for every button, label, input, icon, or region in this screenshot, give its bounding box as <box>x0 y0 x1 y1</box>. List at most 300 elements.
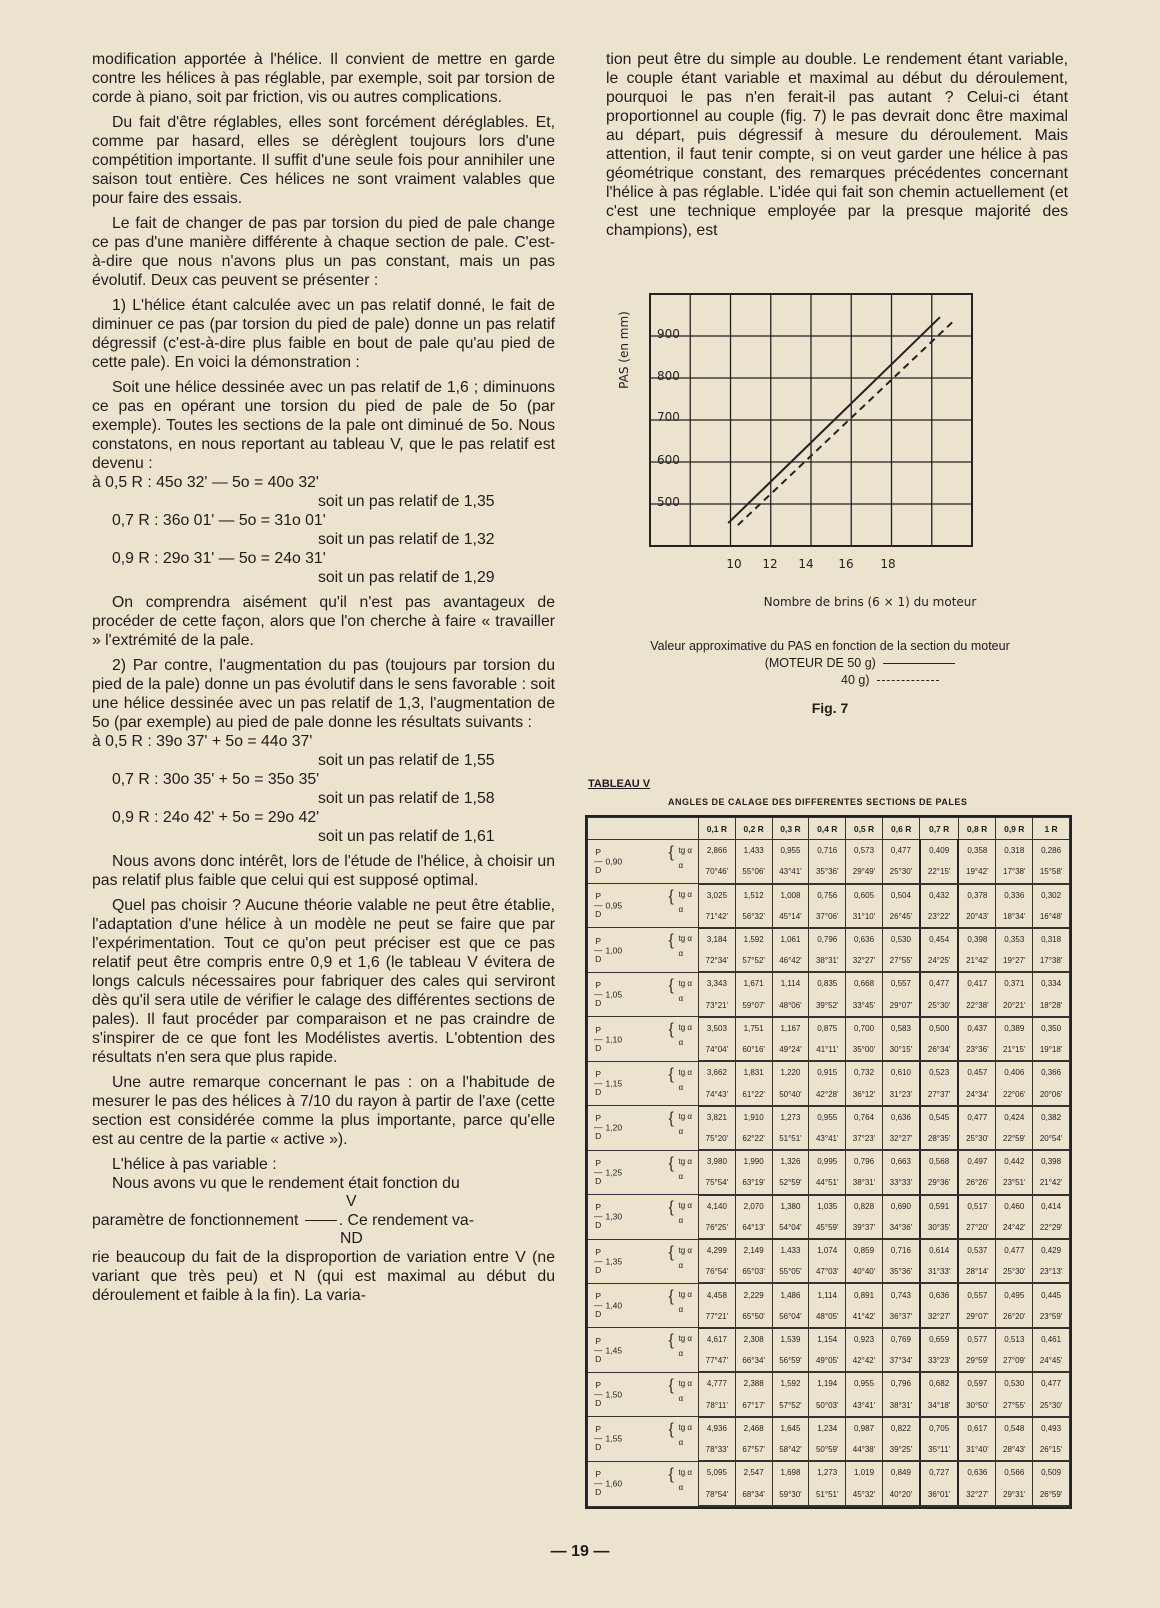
alpha-cell: 18°34' <box>996 906 1033 928</box>
tg-cell: 0,530 <box>882 928 920 950</box>
row-kinds: { tg α α <box>668 1287 692 1314</box>
alpha-cell: 19°27' <box>996 950 1033 972</box>
tg-cell: 0,398 <box>958 928 996 950</box>
tg-cell: 0,302 <box>1033 884 1070 906</box>
tg-cell: 1,910 <box>735 1106 772 1128</box>
alpha-cell: 29°59' <box>958 1350 996 1372</box>
tg-cell: 2,149 <box>735 1239 772 1261</box>
legend-item-solid <box>600 655 1060 672</box>
alpha-cell: 50°59' <box>809 1439 846 1461</box>
tg-cell: 3,025 <box>699 884 736 906</box>
y-tick-label: 600 <box>657 453 680 467</box>
tg-cell: 0,286 <box>1033 840 1070 862</box>
alpha-cell: 59°07' <box>735 995 772 1017</box>
alpha-cell: 27°20' <box>958 1217 996 1239</box>
alpha-cell: 17°38' <box>996 861 1033 883</box>
alpha-cell: 77°47' <box>699 1350 736 1372</box>
tg-cell: 0,461 <box>1033 1328 1070 1350</box>
caption-text: Valeur approximative du PAS en fonction de la section du moteur <box>650 639 1010 653</box>
alpha-cell: 44°51' <box>809 1172 846 1194</box>
equation-line: à 0,5 R : 45o 32' — 5o = 40o 32' <box>92 474 319 491</box>
tg-cell: 0,545 <box>920 1106 958 1128</box>
tg-cell: 0,636 <box>882 1106 920 1128</box>
table-row <box>588 1417 1070 1439</box>
paragraph: On comprendra aisément qu'il n'est pas avantageux de procéder de cette façon, alors que l'on cherche à faire « travailler » l'extrémité de la pale. <box>92 594 555 649</box>
tg-cell: 0,716 <box>882 1239 920 1261</box>
paragraph: rie beaucoup du fait de la disproportion de variation entre V (ne variant que très peu) et N (qui est maximal au début du déroulement et faible à la fin). La varia- <box>92 1249 555 1304</box>
tg-cell: 0,915 <box>809 1061 846 1083</box>
alpha-cell: 66°34' <box>735 1350 772 1372</box>
subheading: L'hélice à pas variable : <box>112 1156 277 1173</box>
tg-cell: 0,828 <box>846 1195 883 1217</box>
tg-cell: 0,437 <box>958 1017 996 1039</box>
alpha-cell: 23°22' <box>920 906 958 928</box>
equation-line: 0,7 R : 36o 01' — 5o = 31o 01' <box>112 512 326 529</box>
alpha-label: α <box>678 1438 684 1448</box>
alpha-cell: 65°50' <box>735 1306 772 1328</box>
pd-ratio-label: P — D1,00 { tg α α <box>588 928 699 972</box>
tg-cell: 0,891 <box>846 1283 883 1305</box>
tg-cell: 0,497 <box>958 1150 996 1172</box>
row-kinds: { tg α α <box>668 1199 692 1226</box>
row-kinds: { tg α α <box>668 976 692 1003</box>
pd-ratio-label: P — D1,05 { tg α α <box>588 972 699 1016</box>
alpha-cell: 33°45' <box>846 995 883 1017</box>
tg-cell: 0,406 <box>996 1061 1033 1083</box>
tg-cell: 0,336 <box>996 884 1033 906</box>
tg-cell: 0,716 <box>809 840 846 862</box>
pd-value: 1,35 <box>605 1256 623 1267</box>
dashed-line-swatch <box>877 680 939 681</box>
tg-cell: 0,460 <box>996 1195 1033 1217</box>
row-kinds: { tg α α <box>668 1065 692 1092</box>
alpha-cell: 56°32' <box>735 906 772 928</box>
alpha-cell: 31°10' <box>846 906 883 928</box>
legend-item-dashed <box>600 672 1060 689</box>
tg-cell: 0,414 <box>1033 1195 1070 1217</box>
row-kinds: { tg α α <box>668 1154 692 1181</box>
tg-label: tg α <box>678 1067 692 1077</box>
tg-cell: 0,477 <box>1033 1372 1070 1394</box>
alpha-cell: 28°14' <box>958 1261 996 1283</box>
alpha-cell: 32°27' <box>920 1306 958 1328</box>
equation-line: à 0,5 R : 39o 37' + 5o = 44o 37' <box>92 733 313 750</box>
tg-cell: 0,557 <box>958 1283 996 1305</box>
tg-cell: 0,583 <box>882 1017 920 1039</box>
paragraph: tion peut être du simple au double. Le rendement étant variable, le couple étant variable et maximal au début du déroulement, pourquoi le pas n'en ferait-il pas autant ? Celui-ci étant proportionnel au couple (fig. 7) le pas devrait donc être maximal au départ, puis dégressif à mesure du déroulement. Mais attention, il faut tenir compte, si on veut garder une hélice à pas géométrique constant, des remarques précédentes concernant l'hélice à pas réglable. L'idée qui fait son chemin actuellement (et c'est une technique employée par la presque majorité des champions), est <box>606 51 1068 239</box>
tg-cell: 5,095 <box>699 1461 736 1483</box>
tg-cell: 2,866 <box>699 840 736 862</box>
alpha-cell: 16°48' <box>1033 906 1070 928</box>
tg-cell: 0,822 <box>882 1417 920 1439</box>
alpha-label: α <box>678 1393 684 1403</box>
alpha-cell: 77°21' <box>699 1306 736 1328</box>
alpha-cell: 21°42' <box>958 950 996 972</box>
tg-cell: 0,493 <box>1033 1417 1070 1439</box>
row-kinds: { tg α α <box>668 1421 692 1448</box>
alpha-cell: 73°21' <box>699 995 736 1017</box>
alpha-cell: 67°57' <box>735 1439 772 1461</box>
tg-label: tg α <box>678 1334 692 1344</box>
alpha-label: α <box>678 1082 684 1092</box>
tg-cell: 0,477 <box>920 972 958 994</box>
alpha-cell: 47°03' <box>809 1261 846 1283</box>
equation-line: 0,9 R : 24o 42' + 5o = 29o 42' <box>112 809 320 826</box>
figure-label: Fig. 7 <box>811 700 849 716</box>
alpha-cell: 34°18' <box>920 1395 958 1417</box>
alpha-cell: 22°15' <box>920 861 958 883</box>
tg-cell: 3,503 <box>699 1017 736 1039</box>
tg-cell: 0,409 <box>920 840 958 862</box>
alpha-cell: 24°34' <box>958 1083 996 1105</box>
pd-value: 1,20 <box>605 1122 623 1133</box>
tg-cell: 0,495 <box>996 1283 1033 1305</box>
tg-cell: 0,955 <box>809 1106 846 1128</box>
tg-cell: 0,743 <box>882 1283 920 1305</box>
alpha-label: α <box>678 993 684 1003</box>
tg-label: tg α <box>678 978 692 988</box>
tg-cell: 0,382 <box>1033 1106 1070 1128</box>
row-kinds: { tg α α <box>668 1376 692 1403</box>
tg-label: tg α <box>678 1112 692 1122</box>
alpha-cell: 40°40' <box>846 1261 883 1283</box>
table-row <box>588 1283 1070 1305</box>
right-column <box>606 50 1068 240</box>
alpha-cell: 18°28' <box>1033 995 1070 1017</box>
alpha-cell: 20°54' <box>1033 1128 1070 1150</box>
alpha-cell: 76°25' <box>699 1217 736 1239</box>
alpha-cell: 60°16' <box>735 1039 772 1061</box>
tg-label: tg α <box>678 1423 692 1433</box>
y-tick-label: 700 <box>657 410 680 424</box>
alpha-cell: 42°42' <box>846 1350 883 1372</box>
pd-value: 1,55 <box>605 1433 623 1444</box>
tg-cell: 0,682 <box>920 1372 958 1394</box>
tg-cell: 0,849 <box>882 1461 920 1483</box>
alpha-cell: 21°15' <box>996 1039 1033 1061</box>
alpha-cell: 29°36' <box>920 1172 958 1194</box>
alpha-cell: 38°31' <box>846 1172 883 1194</box>
column-header: 0,8 R <box>958 818 996 840</box>
tg-cell: 1,751 <box>735 1017 772 1039</box>
alpha-label: α <box>678 861 684 871</box>
pd-value: 1,00 <box>605 945 623 956</box>
alpha-cell: 23°59' <box>1033 1306 1070 1328</box>
tg-label: tg α <box>678 1156 692 1166</box>
tg-cell: 0,318 <box>1033 928 1070 950</box>
column-header: 0,7 R <box>920 818 958 840</box>
equation-result: soit un pas relatif de 1,35 <box>318 493 495 510</box>
tg-cell: 0,389 <box>996 1017 1033 1039</box>
alpha-cell: 43°41' <box>809 1128 846 1150</box>
tg-label: tg α <box>678 1201 692 1211</box>
row-kinds: { tg α α <box>668 1332 692 1359</box>
y-tick-label: 500 <box>657 495 680 509</box>
tg-cell: 0,727 <box>920 1461 958 1483</box>
tg-cell: 1,035 <box>809 1195 846 1217</box>
column-header: 0,3 R <box>772 818 809 840</box>
alpha-cell: 30°35' <box>920 1217 958 1239</box>
alpha-cell: 41°42' <box>846 1306 883 1328</box>
tg-cell: 1,592 <box>772 1372 809 1394</box>
tg-cell: 1,019 <box>846 1461 883 1483</box>
tg-cell: 0,705 <box>920 1417 958 1439</box>
tg-cell: 1,234 <box>809 1417 846 1439</box>
alpha-cell: 37°23' <box>846 1128 883 1150</box>
alpha-cell: 72°34' <box>699 950 736 972</box>
tg-label: tg α <box>678 1378 692 1388</box>
alpha-cell: 26°15' <box>1033 1439 1070 1461</box>
tg-cell: 3,343 <box>699 972 736 994</box>
alpha-cell: 22°29' <box>1033 1217 1070 1239</box>
alpha-cell: 43°41' <box>846 1395 883 1417</box>
tg-cell: 0,457 <box>958 1061 996 1083</box>
fraction-numerator: V <box>346 1193 357 1210</box>
table-row <box>588 1106 1070 1128</box>
tg-cell: 2,308 <box>735 1328 772 1350</box>
alpha-cell: 71°42' <box>699 906 736 928</box>
tg-cell: 0,663 <box>882 1150 920 1172</box>
tg-cell: 0,513 <box>996 1328 1033 1350</box>
tg-cell: 0,769 <box>882 1328 920 1350</box>
table-row <box>588 1372 1070 1394</box>
alpha-cell: 35°36' <box>809 861 846 883</box>
alpha-label: α <box>678 1304 684 1314</box>
table-row <box>588 928 1070 950</box>
pd-ratio-label: P — D1,10 { tg α α <box>588 1017 699 1061</box>
equation-result: soit un pas relatif de 1,29 <box>318 569 495 586</box>
table-row <box>588 884 1070 906</box>
tg-cell: 2,229 <box>735 1283 772 1305</box>
tg-cell: 1,114 <box>772 972 809 994</box>
alpha-cell: 31°23' <box>882 1083 920 1105</box>
alpha-cell: 39°37' <box>846 1217 883 1239</box>
alpha-cell: 29°49' <box>846 861 883 883</box>
alpha-cell: 45°59' <box>809 1217 846 1239</box>
tg-cell: 0,350 <box>1033 1017 1070 1039</box>
alpha-cell: 29°07' <box>882 995 920 1017</box>
tg-cell: 1,167 <box>772 1017 809 1039</box>
pitch-chart <box>600 290 1020 620</box>
alpha-cell: 38°31' <box>809 950 846 972</box>
alpha-cell: 55°05' <box>772 1261 809 1283</box>
alpha-label: α <box>678 1216 684 1226</box>
alpha-cell: 44°38' <box>846 1439 883 1461</box>
x-tick-label: 12 <box>762 557 778 571</box>
pd-value: 0,95 <box>605 900 623 911</box>
alpha-cell: 48°06' <box>772 995 809 1017</box>
alpha-cell: 57°52' <box>735 950 772 972</box>
alpha-cell: 37°06' <box>809 906 846 928</box>
alpha-cell: 25°30' <box>958 1128 996 1150</box>
y-tick-label: 800 <box>657 369 680 383</box>
tg-cell: 1,380 <box>772 1195 809 1217</box>
alpha-label: α <box>678 1127 684 1137</box>
alpha-cell: 62°22' <box>735 1128 772 1150</box>
tg-cell: 1,074 <box>809 1239 846 1261</box>
row-kinds: { tg α α <box>668 1243 692 1270</box>
tg-cell: 1,698 <box>772 1461 809 1483</box>
alpha-cell: 61°22' <box>735 1083 772 1105</box>
alpha-cell: 56°04' <box>772 1306 809 1328</box>
tg-cell: 0,796 <box>846 1150 883 1172</box>
pd-ratio-label: P — D1,55 { tg α α <box>588 1417 699 1461</box>
x-tick-label: 18 <box>880 557 896 571</box>
alpha-cell: 36°37' <box>882 1306 920 1328</box>
table-title: TABLEAU V <box>588 778 651 790</box>
alpha-cell: 39°25' <box>882 1439 920 1461</box>
alpha-cell: 24°45' <box>1033 1350 1070 1372</box>
alpha-cell: 26°20' <box>996 1306 1033 1328</box>
table-row <box>588 972 1070 994</box>
pd-value: 0,90 <box>605 856 623 867</box>
alpha-cell: 42°28' <box>809 1083 846 1105</box>
column-header: 0,9 R <box>996 818 1033 840</box>
column-header: 0,4 R <box>809 818 846 840</box>
tg-label: tg α <box>678 1467 692 1477</box>
tg-cell: 1,486 <box>772 1283 809 1305</box>
x-tick-label: 14 <box>798 557 814 571</box>
pd-value: 1,30 <box>605 1211 623 1222</box>
pd-value: 1,45 <box>605 1345 623 1356</box>
alpha-cell: 68°34' <box>735 1483 772 1506</box>
tg-cell: 0,398 <box>1033 1150 1070 1172</box>
tg-cell: 1,592 <box>735 928 772 950</box>
tg-label: tg α <box>678 1245 692 1255</box>
tg-cell: 3,821 <box>699 1106 736 1128</box>
angle-table-grid <box>587 817 1070 1507</box>
tg-cell: 0,334 <box>1033 972 1070 994</box>
alpha-cell: 34°36' <box>882 1217 920 1239</box>
paragraph: 2) Par contre, l'augmentation du pas (toujours par torsion du pied de la pale) donne un pas évolutif dans le sens favorable : soit une hélice dessinée avec un pas relatif de 1,3, l'augmentation de 5o (par exemple) au pied de pale donne les résultats suivants : <box>92 657 555 731</box>
tg-cell: 0,756 <box>809 884 846 906</box>
tg-cell: 0,504 <box>882 884 920 906</box>
equation-result: soit un pas relatif de 1,32 <box>318 531 495 548</box>
alpha-cell: 28°35' <box>920 1128 958 1150</box>
alpha-cell: 26°34' <box>920 1039 958 1061</box>
alpha-cell: 75°54' <box>699 1172 736 1194</box>
tg-cell: 0,429 <box>1033 1239 1070 1261</box>
alpha-cell: 52°59' <box>772 1172 809 1194</box>
tg-cell: 0,875 <box>809 1017 846 1039</box>
tg-cell: 0,378 <box>958 884 996 906</box>
tg-cell: 1,671 <box>735 972 772 994</box>
alpha-cell: 78°54' <box>699 1483 736 1506</box>
tg-cell: 0,548 <box>996 1417 1033 1439</box>
tg-cell: 0,614 <box>920 1239 958 1261</box>
tg-cell: 4,777 <box>699 1372 736 1394</box>
row-kinds: { tg α α <box>668 844 692 871</box>
tg-cell: 0,668 <box>846 972 883 994</box>
tg-cell: 1,326 <box>772 1150 809 1172</box>
alpha-cell: 39°52' <box>809 995 846 1017</box>
tg-cell: 0,445 <box>1033 1283 1070 1305</box>
tg-cell: 1,433 <box>772 1239 809 1261</box>
tg-cell: 0,568 <box>920 1150 958 1172</box>
header-corner <box>588 818 699 840</box>
tg-cell: 0,537 <box>958 1239 996 1261</box>
alpha-cell: 22°59' <box>996 1128 1033 1150</box>
paragraph: Du fait d'être réglables, elles sont forcément déréglables. Et, comme par hasard, elles se dérèglent toujours lors d'une compétition importante. Il suffit d'une seule fois pour annihiler une saison tout entière. Ces hélices ne sont vraiment valables que pour faire des essais. <box>92 114 555 207</box>
tg-cell: 0,796 <box>809 928 846 950</box>
row-kinds: { tg α α <box>668 1465 692 1492</box>
alpha-cell: 33°23' <box>920 1350 958 1372</box>
tg-cell: 1,220 <box>772 1061 809 1083</box>
tg-cell: 0,557 <box>882 972 920 994</box>
paragraph: Quel pas choisir ? Aucune théorie valable ne peut être établie, l'adaptation d'une hélice à un modèle ne peut se faire que par l'expérimentation. Tout ce qu'on peut préciser est que ce pas relatif peut être compris entre 0,9 et 1,6 (le tableau V évitera de longs calculs nécessaires pour fabriquer des cales qui serviront dès qu'il sera utile de vérifier le calage des différentes sections de pales). Il faut procéder par comparaison et ne pas craindre de s'inspirer de ce que font les Modélistes avertis. L'obtention des résultats n'en sera que plus rapide. <box>92 897 555 1066</box>
tg-cell: 0,591 <box>920 1195 958 1217</box>
alpha-cell: 74°43' <box>699 1083 736 1105</box>
alpha-label: α <box>678 1260 684 1270</box>
tg-cell: 2,070 <box>735 1195 772 1217</box>
alpha-cell: 38°31' <box>882 1395 920 1417</box>
table-row <box>588 1017 1070 1039</box>
tg-cell: 0,923 <box>846 1328 883 1350</box>
alpha-cell: 76°54' <box>699 1261 736 1283</box>
left-column <box>92 50 555 1311</box>
alpha-cell: 29°07' <box>958 1306 996 1328</box>
tg-label: tg α <box>678 1289 692 1299</box>
alpha-cell: 24°25' <box>920 950 958 972</box>
row-kinds: { tg α α <box>668 1110 692 1137</box>
tg-cell: 0,610 <box>882 1061 920 1083</box>
tg-cell: 4,299 <box>699 1239 736 1261</box>
tg-cell: 0,500 <box>920 1017 958 1039</box>
tg-cell: 1,645 <box>772 1417 809 1439</box>
equation-result: soit un pas relatif de 1,58 <box>318 790 495 807</box>
tg-cell: 0,358 <box>958 840 996 862</box>
tg-cell: 1,154 <box>809 1328 846 1350</box>
paragraph-part: . Ce rendement va- <box>338 1212 474 1229</box>
alpha-cell: 30°15' <box>882 1039 920 1061</box>
tg-cell: 0,477 <box>958 1106 996 1128</box>
table-row <box>588 1061 1070 1083</box>
tg-cell: 1,008 <box>772 884 809 906</box>
pd-ratio-label: P — D1,30 { tg α α <box>588 1195 699 1239</box>
table-row <box>588 1461 1070 1483</box>
table-subtitle: ANGLES DE CALAGE DES DIFFERENTES SECTIONS DE PALES <box>668 797 968 807</box>
tg-cell: 0,732 <box>846 1061 883 1083</box>
alpha-cell: 19°42' <box>958 861 996 883</box>
tg-cell: 0,690 <box>882 1195 920 1217</box>
alpha-cell: 20°43' <box>958 906 996 928</box>
alpha-cell: 30°50' <box>958 1395 996 1417</box>
tg-cell: 1,990 <box>735 1150 772 1172</box>
x-axis-label: Nombre de brins (6 × 1) du moteur <box>763 595 977 609</box>
tg-cell: 0,636 <box>846 928 883 950</box>
alpha-cell: 58°42' <box>772 1439 809 1461</box>
pd-ratio-label: P — D0,90 { tg α α <box>588 840 699 884</box>
alpha-cell: 65°03' <box>735 1261 772 1283</box>
tg-cell: 0,955 <box>846 1372 883 1394</box>
alpha-cell: 22°38' <box>958 995 996 1017</box>
column-header: 0,6 R <box>882 818 920 840</box>
alpha-cell: 33°33' <box>882 1172 920 1194</box>
tg-cell: 0,617 <box>958 1417 996 1439</box>
alpha-cell: 27°55' <box>882 950 920 972</box>
alpha-cell: 23°13' <box>1033 1261 1070 1283</box>
alpha-cell: 35°11' <box>920 1439 958 1461</box>
tg-label: tg α <box>678 934 692 944</box>
paragraph-part: paramètre de fonctionnement <box>92 1212 299 1229</box>
tg-cell: 2,547 <box>735 1461 772 1483</box>
alpha-cell: 36°01' <box>920 1483 958 1506</box>
pd-ratio-label: P — D1,40 { tg α α <box>588 1283 699 1327</box>
tg-cell: 1,114 <box>809 1283 846 1305</box>
alpha-cell: 40°20' <box>882 1483 920 1506</box>
alpha-cell: 50°03' <box>809 1395 846 1417</box>
pd-value: 1,25 <box>605 1167 623 1178</box>
